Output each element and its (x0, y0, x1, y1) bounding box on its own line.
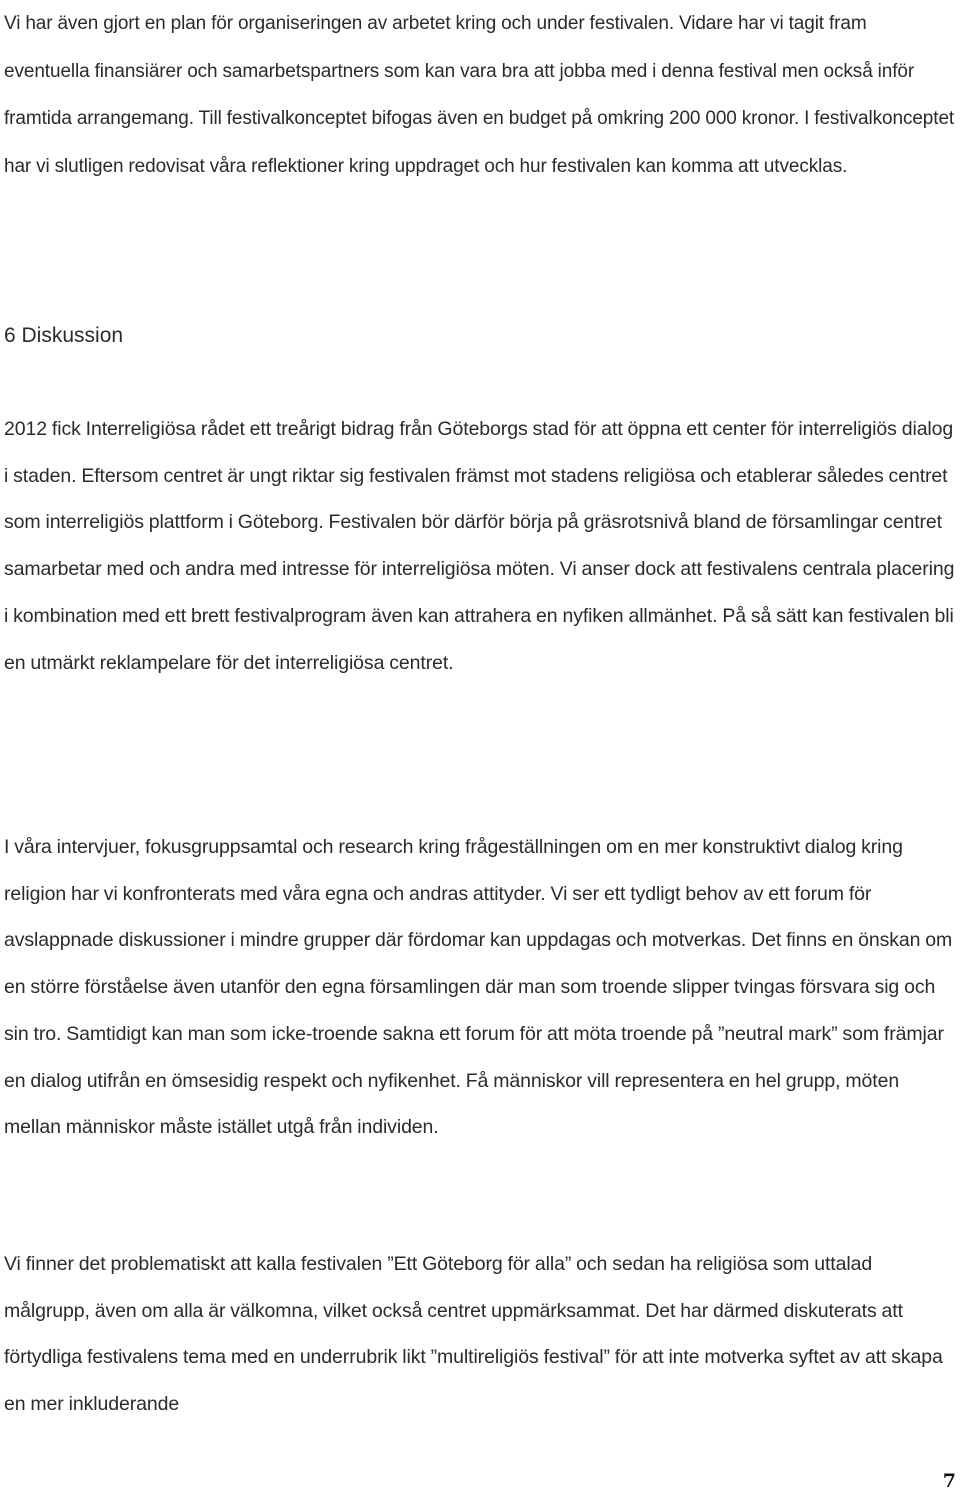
discussion-paragraph-3: Vi finner det problematiskt att kalla festivalen ”Ett Göteborg för alla” och sedan ha religiösa som uttalad målgrupp, även om alla är välkomna, vilket också centret uppmärksammat. Det har därmed diskuterats att förtydliga festivalens tema med en underrubrik likt ”multireligiös festival” för att inte motverka syftet av att skapa en mer inkluderande (4, 1253, 943, 1416)
discussion-paragraph-1: 2012 fick Interreligiösa rådet ett treårigt bidrag från Göteborgs stad för att öppna ett center för interreligiös dialog i staden. Eftersom centret är ungt riktar sig festivalen främst mot stadens religiösa och etablerar således centret som interreligiös plattform i Göteborg. Festivalen bör därför börja på gräsrotsnivå bland de församlingar centret samarbetar med och andra med intresse för interreligiösa möten. Vi anser dock att festivalens centrala placering i kombination med ett brett festivalprogram även kan attrahera en nyfiken allmänhet. På så sätt kan festivalen bli en utmärkt reklampelare för det interreligiösa centret. (4, 418, 955, 674)
discussion-paragraph-2: I våra intervjuer, fokusgruppsamtal och research kring frågeställningen om en mer konstruktivt dialog kring religion har vi konfronterats med våra egna och andras attityder. Vi ser ett tydligt behov av ett forum för avslappnade diskussioner i mindre grupper där fördomar kan uppdagas och motverkas. Det finns en önskan om en större förståelse även utanför den egna församlingen där man som troende slipper tvingas försvara sig och sin tro. Samtidigt kan man som icke-troende sakna ett forum för att möta troende på ”neutral mark” som främjar en dialog utifrån en ömsesidig respekt och nyfikenhet. Få människor vill representera en hel grupp, möten mellan människor måste istället utgå från individen. (4, 836, 953, 1139)
intro-paragraph: Vi har även gjort en plan för organiseringen av arbetet kring och under festivalen. Vidare har vi tagit fram eventuella finansiärer och samarbetspartners som kan vara bra att jobba med i denna festival men också inför framtida arrangemang. Till festivalkonceptet bifogas även en budget på omkring 200 000 kronor. I festivalkonceptet har vi slutligen redovisat våra reflektioner kring uppdraget och hur festivalen kan komma att utvecklas. (4, 13, 955, 177)
page-number: 7 (942, 1470, 956, 1492)
section-heading: 6 Diskussion (4, 324, 124, 347)
